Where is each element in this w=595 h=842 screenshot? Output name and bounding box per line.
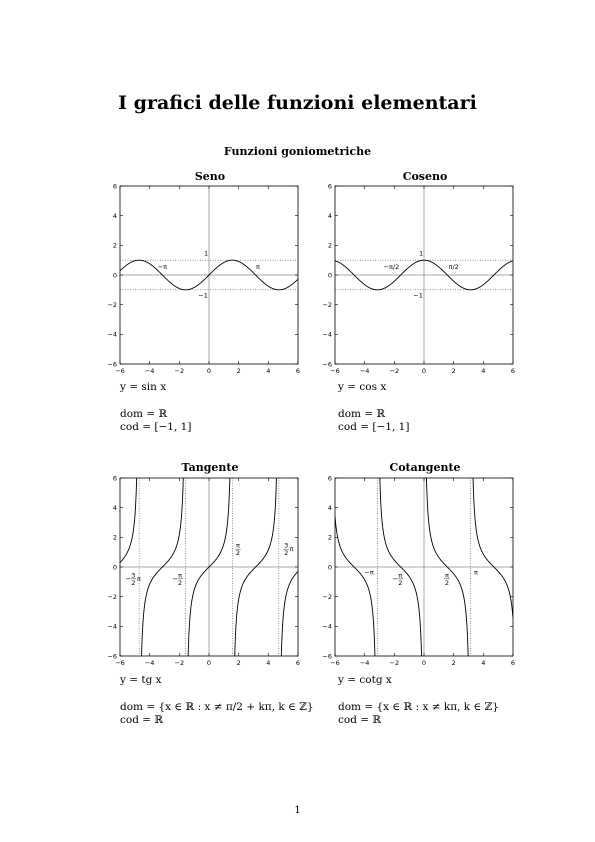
y-tick-label: −6 <box>107 652 117 661</box>
y-tick-label: −4 <box>322 330 332 339</box>
x-tick-label: 2 <box>451 367 456 375</box>
y-tick-label: 2 <box>112 533 117 542</box>
y-tick-label: 2 <box>327 241 332 250</box>
x-tick-label: 2 <box>451 659 456 667</box>
section-title: Funzioni goniometriche <box>223 145 372 158</box>
formula-sin: y = sin x <box>120 381 167 393</box>
y-tick-label: 0 <box>112 271 117 280</box>
cot-chart <box>315 472 535 672</box>
annotation-denominator: 2 <box>178 578 183 587</box>
annotation-denominator: 2 <box>131 578 136 587</box>
y-tick-label: 0 <box>327 271 332 280</box>
x-tick-label: 4 <box>266 367 271 375</box>
annotation-sign: − <box>392 574 398 583</box>
y-tick-label: 6 <box>327 474 332 483</box>
y-tick-label: 4 <box>327 503 332 512</box>
x-tick-label: −4 <box>359 367 370 375</box>
cos-chart <box>315 180 535 380</box>
annotation-label: π <box>255 263 260 272</box>
fraction-annotation <box>172 571 183 587</box>
caption-sin <box>120 381 191 434</box>
x-tick-label: 6 <box>510 659 516 667</box>
y-tick-label: −4 <box>322 622 332 631</box>
panel-title-cot: Cotangente <box>389 461 461 474</box>
panel-title-tan: Tangente <box>181 461 239 474</box>
x-tick-label: 4 <box>481 367 486 375</box>
annotation-denominator: 2 <box>284 549 289 558</box>
annotation-denominator: 2 <box>235 549 240 558</box>
domain-tan: dom = {x ∈ ℝ : x ≠ π/2 + kπ, k ∈ ℤ} <box>120 701 314 713</box>
annotation-sign: − <box>172 574 178 583</box>
y-tick-label: −4 <box>107 330 117 339</box>
formula-cos: y = cos x <box>338 381 387 393</box>
y-tick-label: −2 <box>322 300 332 309</box>
annotation-label: π <box>473 568 478 577</box>
y-tick-label: 4 <box>327 211 332 220</box>
caption-cot <box>338 674 499 727</box>
x-tick-label: −2 <box>174 659 185 667</box>
x-tick-label: 2 <box>236 367 241 375</box>
y-tick-label: −6 <box>322 360 332 369</box>
x-tick-label: 4 <box>481 659 486 667</box>
x-tick-label: −2 <box>389 367 400 375</box>
annotation-label: −π/2 <box>383 263 400 272</box>
codomain-cos: cod = [−1, 1] <box>338 421 410 433</box>
annotation-denominator: 2 <box>444 578 450 587</box>
x-tick-label: −6 <box>115 367 125 375</box>
y-tick-label: −2 <box>107 300 117 309</box>
x-tick-label: −6 <box>115 659 125 667</box>
sin-chart <box>100 180 320 380</box>
fraction-annotation <box>444 571 450 587</box>
annotation-numerator: π <box>445 571 449 580</box>
y-tick-label: 2 <box>112 241 117 250</box>
panel-title-cos: Coseno <box>402 170 448 183</box>
x-tick-label: 6 <box>510 367 516 375</box>
y-tick-label: 4 <box>112 503 117 512</box>
x-tick-label: 0 <box>206 659 212 667</box>
y-tick-label: −2 <box>322 592 332 601</box>
panel-title-sin: Seno <box>194 170 226 183</box>
y-tick-label: 2 <box>327 533 332 542</box>
annotation-label: −1 <box>198 291 208 300</box>
x-tick-label: 6 <box>295 367 301 375</box>
page-number: 1 <box>294 805 301 816</box>
annotation-numerator: 3 <box>284 541 289 550</box>
annotation-label: −π <box>364 568 374 577</box>
y-tick-label: 0 <box>327 563 332 572</box>
x-tick-label: 4 <box>266 659 271 667</box>
x-tick-label: 0 <box>206 367 212 375</box>
annotation-numerator: π <box>178 571 183 580</box>
x-tick-label: −4 <box>144 659 155 667</box>
annotation-denominator: 2 <box>398 578 403 587</box>
caption-tan <box>120 674 314 727</box>
annotation-label: −π <box>157 263 168 272</box>
x-tick-label: −4 <box>359 659 370 667</box>
annotation-label: −1 <box>413 291 423 300</box>
annotation-label: π/2 <box>448 263 459 272</box>
annotation-sign: − <box>125 574 132 583</box>
y-tick-label: 0 <box>112 563 117 572</box>
x-tick-label: −4 <box>144 367 155 375</box>
annotation-suffix: π <box>136 574 141 583</box>
y-tick-label: 6 <box>327 182 332 191</box>
fraction-annotation <box>283 542 293 558</box>
y-tick-label: −6 <box>322 652 332 661</box>
page-title: I grafici delle funzioni elementari <box>118 92 477 114</box>
codomain-tan: cod = ℝ <box>120 714 164 726</box>
domain-cot: dom = {x ∈ ℝ : x ≠ kπ, k ∈ ℤ} <box>338 701 499 713</box>
y-tick-label: −2 <box>107 592 117 601</box>
annotation-label: 1 <box>418 249 424 258</box>
domain-sin: dom = ℝ <box>120 408 168 420</box>
fraction-annotation <box>235 542 241 558</box>
codomain-cot: cod = ℝ <box>338 714 382 726</box>
x-tick-label: −6 <box>330 659 340 667</box>
x-tick-label: −2 <box>174 367 185 375</box>
annotation-numerator: π <box>398 571 403 580</box>
formula-tan: y = tg x <box>120 674 162 686</box>
annotation-suffix: π <box>289 545 294 554</box>
formula-cot: y = cotg x <box>338 674 392 686</box>
fraction-annotation <box>393 571 404 587</box>
x-tick-label: 2 <box>236 659 241 667</box>
x-tick-label: −2 <box>389 659 400 667</box>
caption-cos <box>338 381 409 434</box>
x-tick-label: 0 <box>421 367 427 375</box>
y-tick-label: 4 <box>112 211 117 220</box>
x-tick-label: 6 <box>295 659 301 667</box>
y-tick-label: −4 <box>107 622 117 631</box>
x-tick-label: 0 <box>421 659 427 667</box>
fraction-annotation <box>126 571 141 587</box>
y-tick-label: −6 <box>107 360 117 369</box>
annotation-label: 1 <box>203 249 209 258</box>
annotation-numerator: π <box>235 541 240 550</box>
x-tick-label: −6 <box>330 367 340 375</box>
y-tick-label: 6 <box>112 182 117 191</box>
y-tick-label: 6 <box>112 474 117 483</box>
domain-cos: dom = ℝ <box>338 408 386 420</box>
annotation-numerator: 3 <box>131 571 136 580</box>
tan-chart <box>100 472 320 672</box>
codomain-sin: cod = [−1, 1] <box>120 421 192 433</box>
